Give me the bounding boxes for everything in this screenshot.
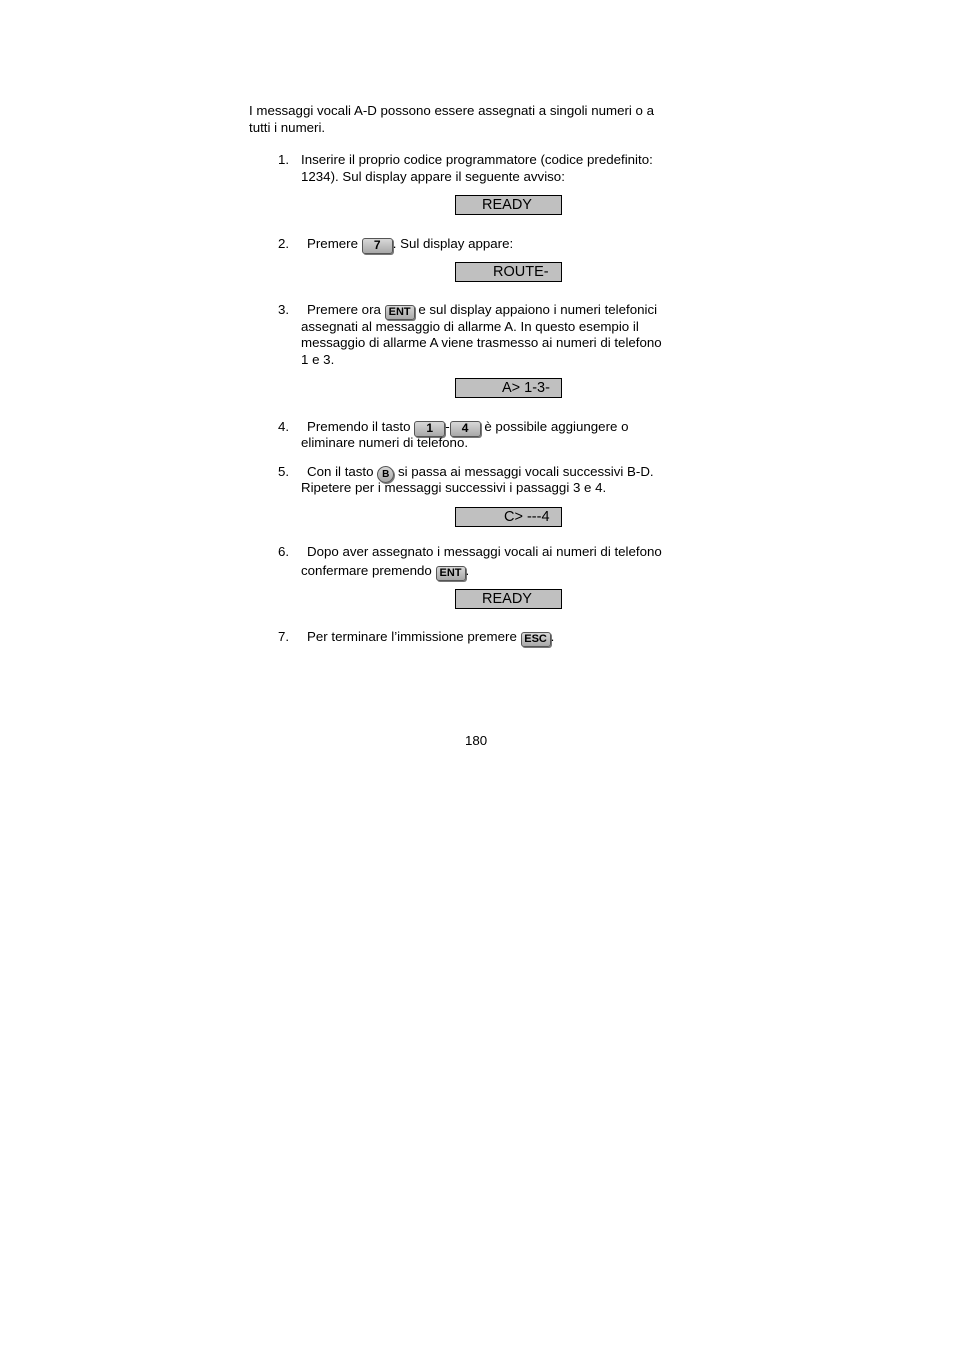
step-1-line-1: Inserire il proprio codice programmatore (codice predefinito: [301, 152, 653, 167]
key-b-icon: B [377, 466, 394, 483]
key-ent-icon: ENT [436, 566, 466, 581]
step-5-after: si passa ai messaggi vocali successivi B-D. [397, 464, 654, 479]
step-7-before: Per terminare l’immissione premere [307, 629, 517, 644]
step-3-number: 3. [278, 302, 290, 317]
lcd-text: READY [482, 591, 532, 607]
step-5-before: Con il tasto [307, 464, 374, 479]
step-3-after: e sul display appaiono i numeri telefonici [418, 302, 658, 317]
step-6-before: confermare premendo [301, 563, 432, 578]
step-3-before: Premere ora [307, 302, 381, 317]
step-3-line-1 [307, 302, 657, 320]
intro-line-2: tutti i numeri. [249, 120, 326, 135]
step-4-line-2: eliminare numeri di telefono. [301, 435, 469, 450]
lcd-display-ready [455, 195, 562, 215]
step-4-number: 4. [278, 419, 290, 434]
page-number: 180 [465, 733, 488, 748]
lcd-text: A> 1-3- [502, 380, 550, 396]
key-ent-icon: ENT [385, 305, 415, 320]
step-2-number: 2. [278, 236, 290, 251]
lcd-text: C> ---4 [504, 509, 550, 525]
key-esc-icon: ESC [521, 632, 551, 647]
step-3-line-2: assegnati al messaggio di allarme A. In questo esempio il [301, 319, 639, 334]
step-2-text [307, 236, 513, 254]
step-6-number: 6. [278, 544, 290, 559]
intro-line-1: I messaggi vocali A-D possono essere assegnati a singoli numeri o a [249, 103, 655, 118]
step-6-after: . [465, 563, 470, 578]
step-6-line-2 [301, 563, 469, 581]
step-7-after: . [550, 629, 555, 644]
step-1-line-2: 1234). Sul display appare il seguente avviso: [301, 169, 565, 184]
step-7-number: 7. [278, 629, 290, 644]
step-5-number: 5. [278, 464, 290, 479]
step-2-after: . Sul display appare: [392, 236, 514, 251]
lcd-display-ready [455, 589, 562, 609]
step-4-after: è possibile aggiungere o [484, 419, 629, 434]
lcd-text: READY [482, 197, 532, 213]
key-7-icon: 7 [362, 238, 393, 254]
lcd-display-route-a [455, 378, 562, 398]
lcd-text: ROUTE- [493, 264, 549, 280]
step-5-line-2: Ripetere per i messaggi successivi i passaggi 3 e 4. [301, 480, 607, 495]
step-3-line-4: 1 e 3. [301, 352, 335, 367]
step-1-number: 1. [278, 152, 290, 167]
lcd-display-route [455, 262, 562, 282]
key-4-icon: 4 [450, 421, 481, 437]
step-2-before: Premere [307, 236, 358, 251]
step-4-dash: - [445, 419, 450, 434]
step-6-line-1: Dopo aver assegnato i messaggi vocali ai numeri di telefono [307, 544, 662, 559]
lcd-display-route-c [455, 507, 562, 527]
step-7-line-1 [307, 629, 554, 647]
step-4-before: Premendo il tasto [307, 419, 411, 434]
step-3-line-3: messaggio di allarme A viene trasmesso ai numeri di telefono [301, 335, 662, 350]
key-1-icon: 1 [414, 421, 445, 437]
